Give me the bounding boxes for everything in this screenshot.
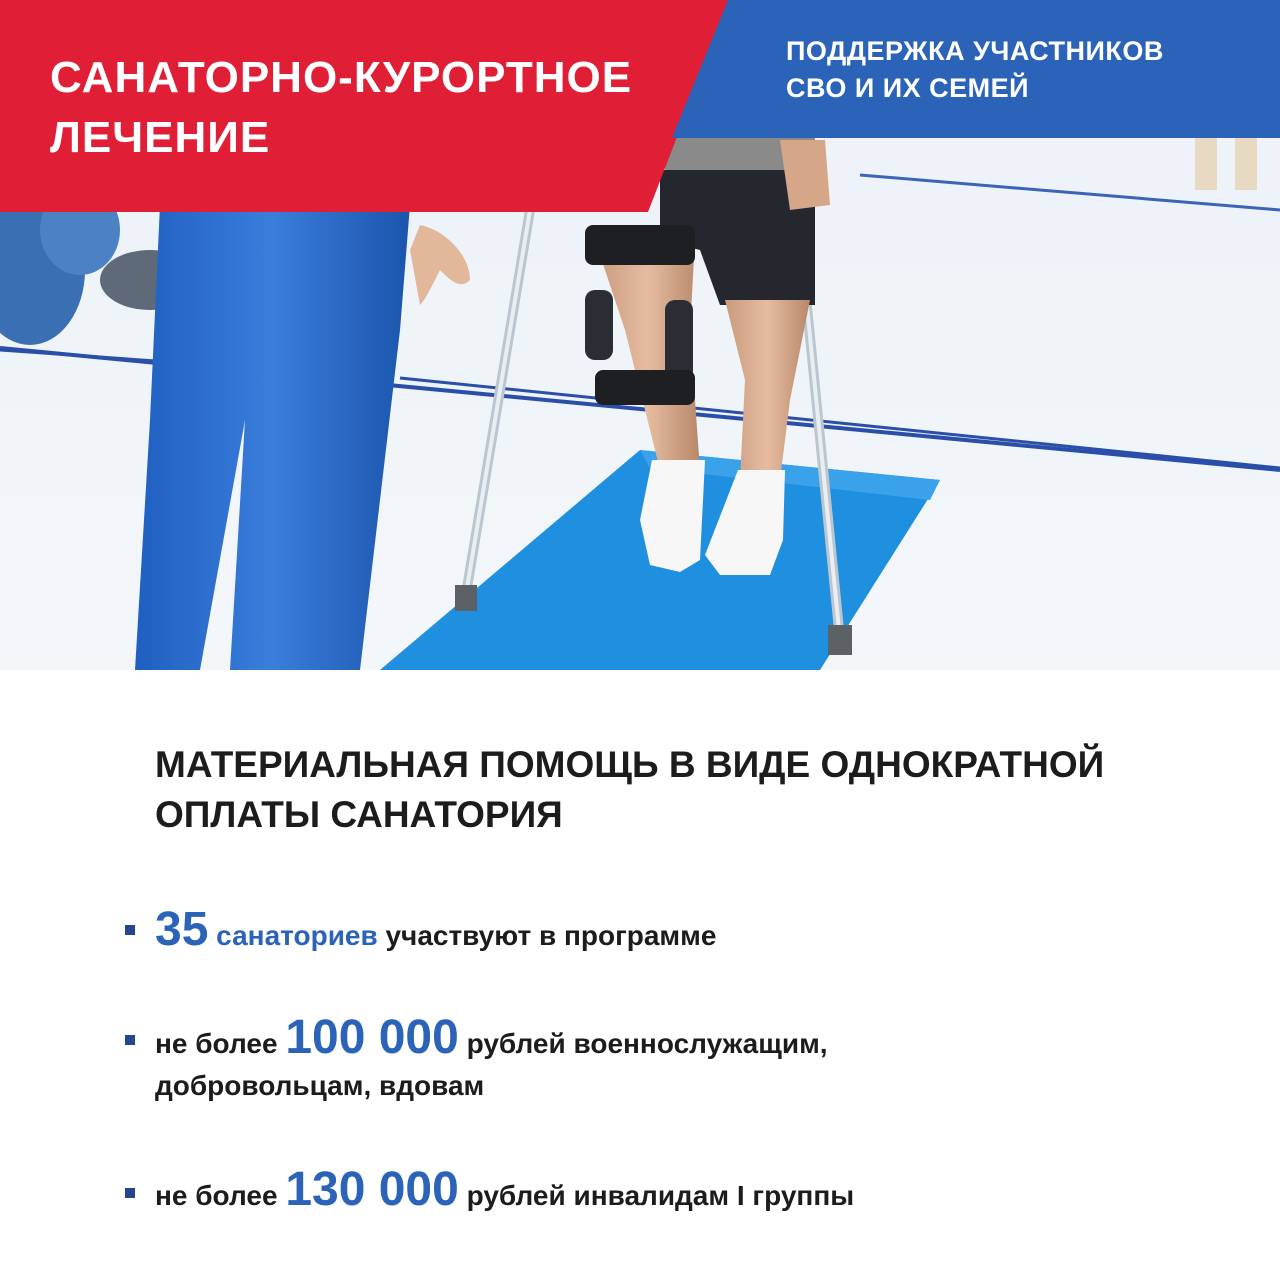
list-item-sanatoriums	[155, 902, 716, 957]
content-heading-line-2: ОПЛАТЫ САНАТОРИЯ	[155, 794, 563, 835]
list-item-servicemen	[155, 1010, 828, 1065]
disabled-amount: 130 000	[285, 1163, 459, 1216]
page-subtitle-line-2: СВО И ИХ СЕМЕЙ	[786, 73, 1030, 103]
page-subtitle-line-1: ПОДДЕРЖКА УЧАСТНИКОВ	[786, 36, 1164, 66]
sanatoriums-text: участвуют в программе	[385, 920, 717, 951]
list-item-disabled	[155, 1162, 854, 1217]
disabled-text: рублей инвалидам I группы	[466, 1180, 855, 1211]
disabled-prefix: не более	[155, 1180, 278, 1211]
page-subtitle	[786, 33, 1164, 107]
servicemen-amount: 100 000	[285, 1011, 459, 1064]
page-title-line-2: ЛЕЧЕНИЕ	[50, 113, 271, 162]
page-title-line-1: САНАТОРНО-КУРОРТНОЕ	[50, 53, 633, 102]
list-item-servicemen-line-2: добровольцам, вдовам	[155, 1070, 485, 1101]
servicemen-text: рублей военнослужащим,	[466, 1028, 828, 1059]
sanatoriums-label: санаториев	[216, 920, 378, 951]
content-heading	[155, 740, 1104, 840]
content-heading-line-1: МАТЕРИАЛЬНАЯ ПОМОЩЬ В ВИДЕ ОДНОКРАТНОЙ	[155, 744, 1105, 785]
sanatoriums-count: 35	[155, 903, 209, 956]
bullet-square-icon	[125, 925, 135, 935]
servicemen-prefix: не более	[155, 1028, 278, 1059]
bullet-square-icon	[125, 1035, 135, 1045]
page-title	[50, 48, 632, 168]
bullet-square-icon	[125, 1188, 135, 1198]
